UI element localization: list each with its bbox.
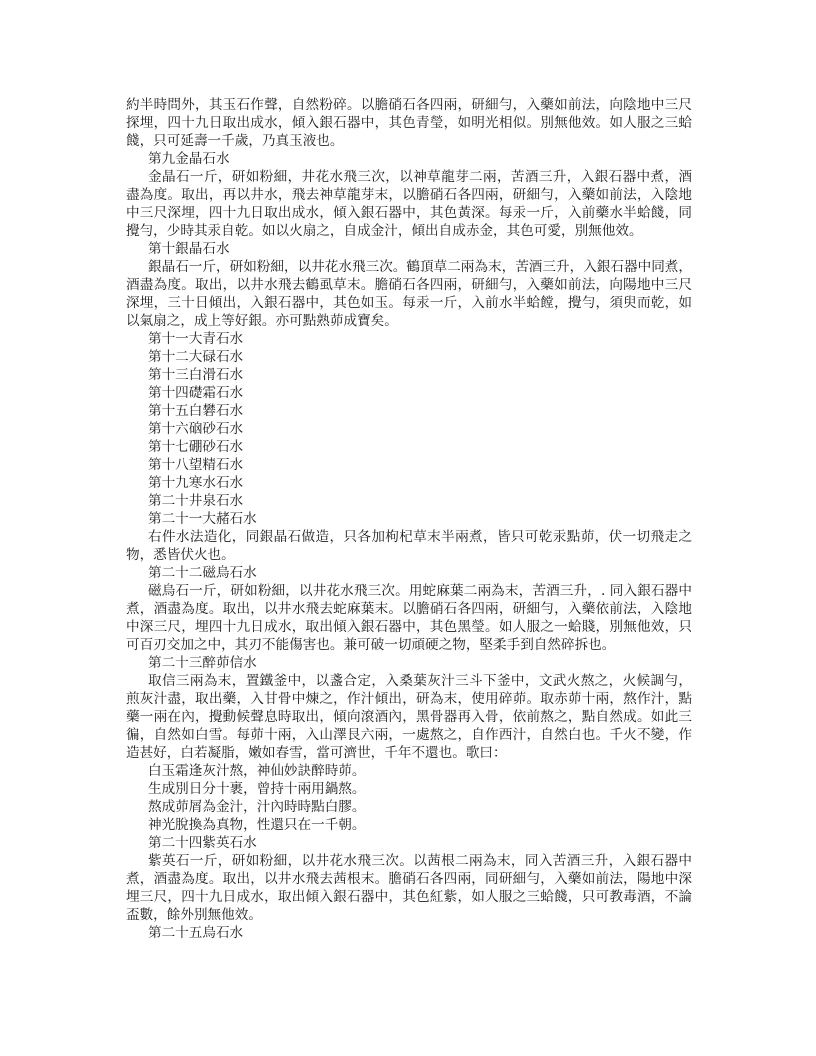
paragraph-first-line: 磁烏石一斤，研如粉細，以井花水飛三次。用蛇麻葉二兩為末，苦酒三升，. 同入銀石器中 <box>148 583 692 599</box>
paragraph-last-line: 造甚好，白若凝脂，嫩如春雪，當可濟世，千年不還也。歌曰： <box>126 745 507 761</box>
section-heading: 第十四礎霜石水 <box>148 385 244 401</box>
paragraph-last-line: 物，悉皆伏火也。 <box>126 547 235 563</box>
section-heading: 第十九寒水石水 <box>148 475 244 491</box>
section-heading: 第九金晶石水 <box>148 151 230 167</box>
section-heading: 第二十四紫英石水 <box>148 835 257 851</box>
poem-line: 白玉霜逢灰汁熬，神仙妙訣醉時茆。 <box>148 763 366 779</box>
paragraph-last-line: 以氣扇之，成上等好銀。亦可點熟茆成寶矣。 <box>126 313 398 329</box>
section-heading: 第十三白滑石水 <box>148 367 244 383</box>
text-line: 煮，酒盡為度。取出，以井水飛去茜根末。膽硝石各四兩，同研細勻，入藥如前法，陽地中深 <box>126 871 692 887</box>
text-line: 約半時問外，其玉石作聲，自然粉碎。以膽硝石各四兩，研細勻，入藥如前法，向陰地中三尺 <box>126 97 692 113</box>
poem-line: 生成別日分十裹，曾持十兩用鍋熬。 <box>148 781 366 797</box>
section-heading: 第十一大青石水 <box>148 331 244 347</box>
section-heading: 第二十井泉石水 <box>148 493 244 509</box>
poem-line: 神光脫換為真物，性還只在一千朝。 <box>148 817 366 833</box>
paragraph-last-line: 可百刃交加之中，其刃不能傷害也。兼可破一切頑硬之物，堅柔手到自然碎拆也。 <box>126 637 616 653</box>
text-line: 酒盡為度。取出，以井水飛去鶴虱草末。膽硝石各四兩，研細勻，入藥如前法，向陽地中三尺 <box>126 277 692 293</box>
paragraph-first-line: 銀晶石一斤，研如粉細，以井花水飛三次。鶴頂草二兩為末，苦酒三升，入銀石器中同煮， <box>148 259 692 275</box>
poem-line: 熬成茆屑為金汁，汁內時時點白膠。 <box>148 799 366 815</box>
section-heading: 第十二大碌石水 <box>148 349 244 365</box>
text-line: 埋三尺，四十九日成水，取出傾入銀石器中，其色紅紫，如人服之三蛤餞，只可教毒酒，不論 <box>126 889 692 905</box>
text-line: 煎灰汁盡，取出藥，入甘骨中煉之，作汁傾出，研為末，使用碎茆。取赤茆十兩，熬作汁，點 <box>126 691 692 707</box>
text-line: 中深三尺，埋四十九日成水，取出傾入銀石器中，其色黑瑩。如人服之一蛤賤，別無他效，只 <box>126 619 692 635</box>
text-line: 藥一兩在內，攪動候聲息時取出，傾向滾酒內，黑骨器再入骨，依前熬之，點自然成。如此三 <box>126 709 692 725</box>
section-heading: 第二十五烏石水 <box>148 925 244 941</box>
text-line: 盡為度。取出，再以井水，飛去神草龍芽末，以膽硝石各四兩，研細勻，入藥如前法，入陰地 <box>126 187 692 203</box>
paragraph-last-line: 盃數，餘外別無他效。 <box>126 907 262 923</box>
paragraph-last-line: 餞，只可延壽一千歲，乃真玉液也。 <box>126 133 344 149</box>
text-line: 煮，酒盡為度。取出，以井水飛去蛇麻葉末。以膽硝石各四兩，研細勻，入藥依前法，入陰地 <box>126 601 692 617</box>
text-line: 中三尺深埋，四十九日取出成水，傾入銀石器中，其色黃深。每汞一斤，入前藥水半蛤餞，同 <box>126 205 692 221</box>
text-line: 深埋，三十日傾出，入銀石器中，其色如玉。每汞一斤，入前水半蛤饄，攪勻，須臾而乾，如 <box>126 295 692 311</box>
paragraph-first-line: 紫英石一斤，研如粉細，以井花水飛三次。以茜根二兩為末，同入苦酒三升，入銀石器中 <box>148 853 692 869</box>
section-heading: 第十八望精石水 <box>148 457 244 473</box>
section-heading: 第二十三醉茆信水 <box>148 655 257 671</box>
section-heading: 第十五白礬石水 <box>148 403 244 419</box>
paragraph-first-line: 右件水法造化，同銀晶石做造，只各加枸杞草末半兩煮，皆只可乾汞點茆，伏一切飛走之 <box>148 529 692 545</box>
text-line: 探埋，四十九日取出成水，傾入銀石器中，其色青瑩，如明光相似。別無他效。如人服之三蛤 <box>126 115 692 131</box>
section-heading: 第十銀晶石水 <box>148 241 230 257</box>
document-page <box>126 96 692 942</box>
paragraph-first-line: 取信三兩為末，置鐵釜中，以盞合定，入桑葉灰汁三斗下釜中，文武火熬之，火候調勻， <box>148 673 692 689</box>
section-heading: 第二十一大赭石水 <box>148 511 257 527</box>
section-heading: 第二十二磁烏石水 <box>148 565 257 581</box>
paragraph-last-line: 攪勻，少時其汞自乾。如以火扇之，自成金汁，傾出自成赤金，其色可愛，別無他效。 <box>126 223 643 239</box>
paragraph-first-line: 金晶石一斤，研如粉細，井花水飛三次，以神草龍芽二兩，苦酒三升，入銀石器中煮，酒 <box>148 169 692 185</box>
section-heading: 第十七硼砂石水 <box>148 439 244 455</box>
text-line: 徧，自然如白雪。每茆十兩，入山澤艮六兩，一處熬之，自作西汁，自然白也。千火不變，作 <box>126 727 692 743</box>
section-heading: 第十六硇砂石水 <box>148 421 244 437</box>
